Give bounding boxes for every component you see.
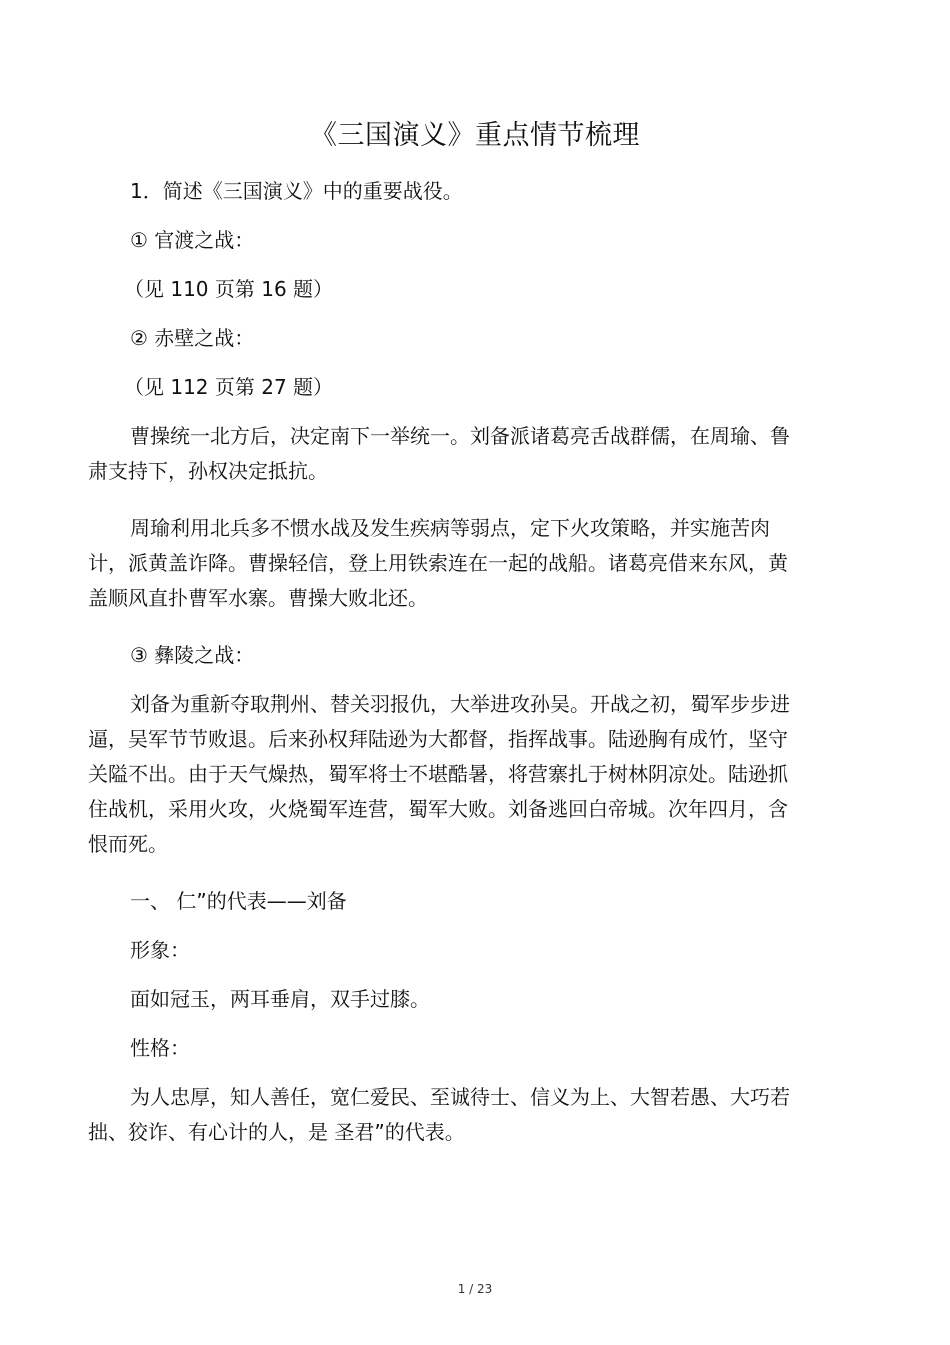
body-paragraph: 为人忠厚，知人善任，宽仁爱民、至诚待士、信义为上、大智若愚、大巧若拙、狡诈、有心计的人，是 圣君”的代表。 xyxy=(88,1085,790,1144)
battle-heading-chibi: ② 赤壁之战： xyxy=(130,326,255,350)
reference-note: （见 112 页第 27 题） xyxy=(124,375,334,399)
question-heading: 1．简述《三国演义》中的重要战役。 xyxy=(130,179,463,203)
section-heading: 一、 仁”的代表——刘备 xyxy=(130,889,347,913)
page-title: 《三国演义》重点情节梳理 xyxy=(310,120,640,151)
battle-heading-guandu: ① 官渡之战： xyxy=(130,228,255,252)
reference-note: （见 110 页第 16 题） xyxy=(124,277,334,301)
body-paragraph: 刘备为重新夺取荆州、替关羽报仇，大举进攻孙吴。开战之初，蜀军步步进逼，吴军节节败退。后来孙权拜陆逊为大都督，指挥战事。陆逊胸有成竹，坚守关隘不出。由于天气燥热，蜀军将士不堪酷暑，将营寨扎于树林阴凉处。陆逊抓住战机，采用火攻，火烧蜀军连营，蜀军大败。刘备逃回白帝城。次年四月，含恨而死。 xyxy=(88,692,790,856)
subheading-appearance: 形象： xyxy=(130,938,190,962)
body-paragraph: 周瑜利用北兵多不惯水战及发生疾病等弱点，定下火攻策略，并实施苦肉计，派黄盖诈降。曹操轻信，登上用铁索连在一起的战船。诸葛亮借来东风，黄盖顺风直扑曹军水寨。曹操大败北还。 xyxy=(88,516,788,610)
page-number: 1 / 23 xyxy=(457,1282,493,1296)
body-paragraph: 面如冠玉，两耳垂肩，双手过膝。 xyxy=(130,987,430,1011)
battle-heading-yiling: ③ 彝陵之战： xyxy=(130,643,255,667)
body-paragraph: 曹操统一北方后，决定南下一举统一。刘备派诸葛亮舌战群儒，在周瑜、鲁肃支持下，孙权决定抵抗。 xyxy=(88,424,790,483)
subheading-personality: 性格： xyxy=(130,1036,190,1060)
document-body xyxy=(88,174,803,1172)
